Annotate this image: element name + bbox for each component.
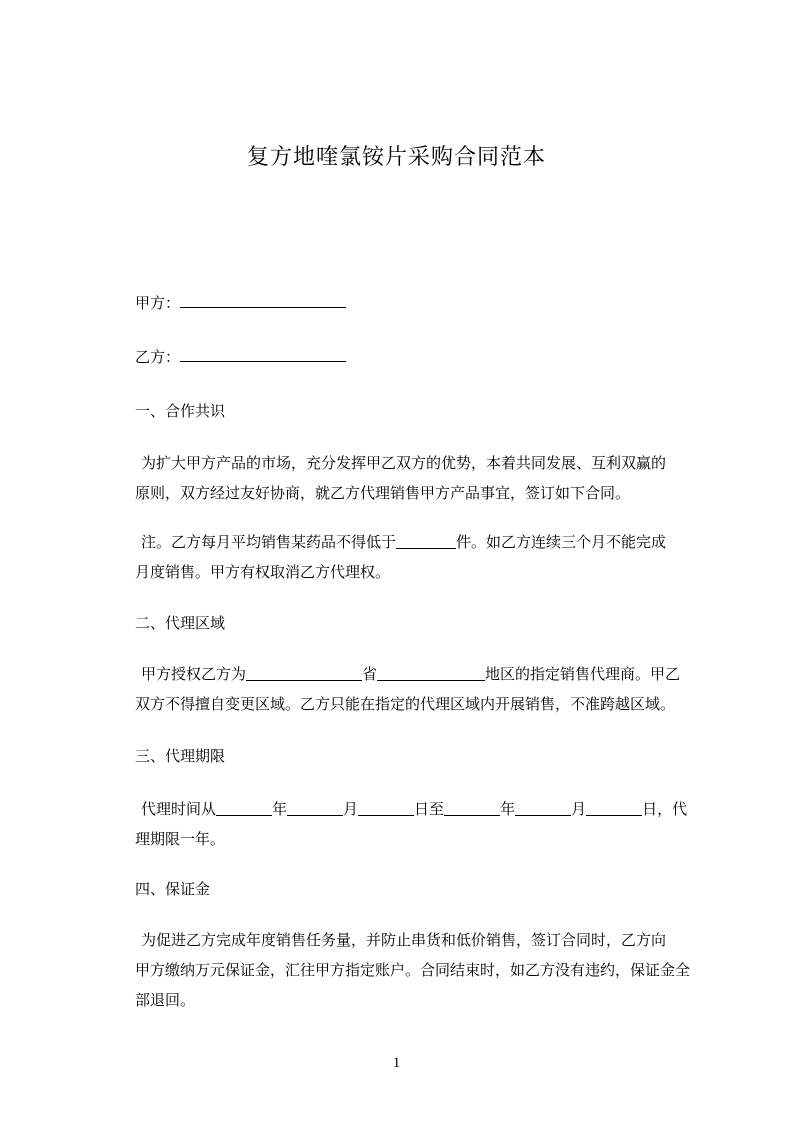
party-b-line: [135, 346, 346, 367]
text-segment: 日至: [414, 800, 445, 818]
section-1-paragraph-2: [135, 527, 707, 587]
section-2-paragraph: [135, 659, 707, 719]
text-line: 月度销售。甲方有权取消乙方代理权。: [135, 563, 391, 581]
text-line: 原则，双方经过友好协商，就乙方代理销售甲方产品事宜，签订如下合同。: [135, 484, 631, 502]
text-segment: 代理时间从: [141, 800, 217, 818]
region-blank[interactable]: [377, 663, 485, 681]
min-quantity-blank[interactable]: [396, 531, 456, 549]
text-line: 部退回。: [135, 991, 196, 1009]
text-line: 为扩大甲方产品的市场，充分发挥甲乙双方的优势，本着共同发展、互利双赢的: [141, 454, 667, 472]
text-segment: 年: [272, 800, 288, 818]
section-1-heading: 一、合作共识: [135, 402, 226, 420]
end-day-blank[interactable]: [586, 798, 642, 816]
text-segment: 月: [343, 800, 359, 818]
document-title: 复方地喹氯铵片采购合同范本: [246, 145, 546, 170]
text-line: 理期限一年。: [135, 830, 226, 848]
text-line: [135, 659, 707, 689]
start-day-blank[interactable]: [358, 798, 414, 816]
page-number: 1: [392, 1055, 401, 1071]
party-b-blank[interactable]: [180, 346, 346, 362]
text-line: [135, 794, 707, 824]
text-segment: 年: [500, 800, 516, 818]
party-a-line: [135, 292, 346, 313]
text-segment: 甲方授权乙方为: [141, 665, 247, 683]
start-year-blank[interactable]: [216, 798, 272, 816]
section-4-heading: 四、保证金: [135, 880, 211, 898]
section-4-paragraph: [135, 925, 707, 1015]
text-segment: 地区的指定销售代理商。甲乙: [485, 665, 681, 683]
section-3-heading: 三、代理期限: [135, 747, 226, 765]
section-1-paragraph-1: [135, 448, 707, 508]
text-segment: 注。乙方每月平均销售某药品不得低于: [141, 533, 397, 551]
text-segment: 省: [362, 665, 378, 683]
end-year-blank[interactable]: [444, 798, 500, 816]
party-a-label: 甲方：: [135, 294, 181, 312]
text-line: 甲方缴纳万元保证金，汇往甲方指定账户。合同结束时，如乙方没有违约，保证金全: [135, 961, 691, 979]
start-month-blank[interactable]: [287, 798, 343, 816]
text-line: [135, 527, 707, 557]
text-segment: 月: [571, 800, 587, 818]
section-3-paragraph: [135, 794, 707, 854]
text-line: 为促进乙方完成年度销售任务量，并防止串货和低价销售，签订合同时，乙方向: [141, 931, 667, 949]
party-b-label: 乙方：: [135, 348, 181, 366]
end-month-blank[interactable]: [515, 798, 571, 816]
text-segment: 件。如乙方连续三个月不能完成: [456, 533, 667, 551]
text-line: 双方不得擅自变更区域。乙方只能在指定的代理区域内开展销售，不准跨越区域。: [135, 695, 676, 713]
section-2-heading: 二、代理区域: [135, 614, 226, 632]
province-blank[interactable]: [246, 663, 362, 681]
text-segment: 日，代: [642, 800, 688, 818]
party-a-blank[interactable]: [180, 292, 346, 308]
